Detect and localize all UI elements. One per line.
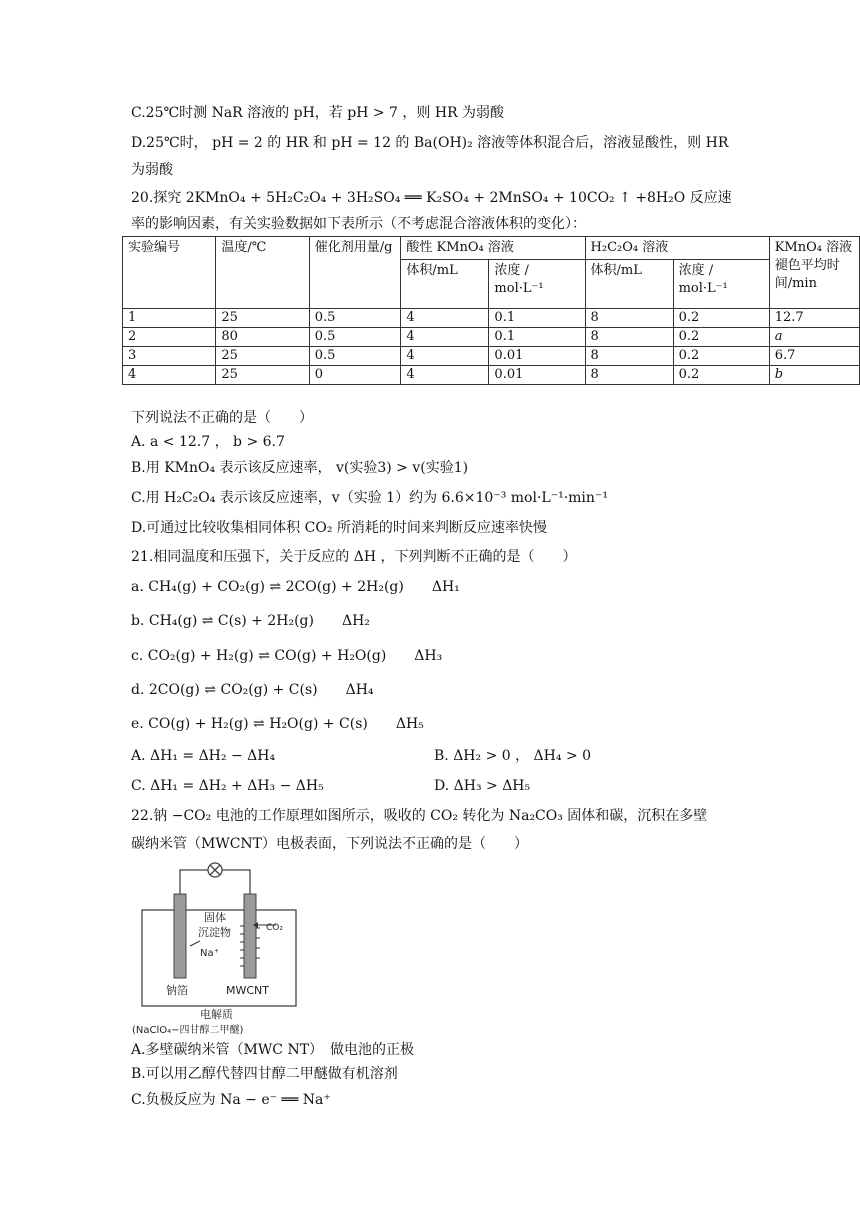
header-fade-time: KMnO₄ 溶液褪色平均时间/min — [769, 237, 859, 309]
cell: 4 — [401, 366, 489, 385]
sodium-foil-electrode — [174, 894, 186, 978]
na-arrow — [190, 941, 200, 946]
cell: 0.2 — [673, 328, 769, 347]
label-sodium-foil: 钠箔 — [166, 984, 188, 997]
question-21-option-a: A. ΔH₁ = ΔH₂ − ΔH₄ — [131, 748, 276, 764]
question-20-option-a: A. a < 12.7 ， b > 6.7 — [131, 434, 285, 450]
table-row — [123, 366, 860, 385]
header-experiment-no: 实验编号 — [123, 237, 216, 309]
question-22-stem-2: 碳纳米管（MWCNT）电极表面，下列说法不正确的是（ ） — [131, 836, 529, 852]
option-c-line: C.25℃时测 NaR 溶液的 pH，若 pH > 7 ，则 HR 为弱酸 — [131, 105, 505, 121]
cell: 8 — [585, 366, 673, 385]
label-co2: CO₂ — [266, 923, 283, 933]
table-row — [123, 328, 860, 347]
option-d-line: D.25℃时， pH = 2 的 HR 和 pH = 12 的 Ba(OH)₂ 溶液等体积混合后，溶液显酸性，则 HR — [131, 135, 729, 151]
cell: 4 — [123, 366, 216, 385]
question-22-option-a: A.多壁碳纳米管（MWC NT） 做电池的正极 — [131, 1042, 415, 1058]
cell: 8 — [585, 309, 673, 328]
question-22-stem: 22.钠 −CO₂ 电池的工作原理如图所示，吸收的 CO₂ 转化为 Na₂CO₃ 固体和碳，沉积在多壁 — [131, 808, 708, 824]
reaction-c: c. CO₂(g) + H₂(g) ⇌ CO(g) + H₂O(g) ΔH₃ — [131, 648, 443, 664]
cell: 6.7 — [769, 347, 859, 366]
header-h2c2o4-concentration: 浓度 / mol·L⁻¹ — [673, 260, 769, 309]
question-20-prompt: 下列说法不正确的是（ ） — [131, 410, 313, 426]
cell: 0.1 — [489, 309, 585, 328]
question-22-option-b: B.可以用乙醇代替四甘醇二甲醚做有机溶剂 — [131, 1066, 398, 1082]
option-d-continuation: 为弱酸 — [131, 162, 173, 178]
header-h2c2o4: H₂C₂O₄ 溶液 — [585, 237, 769, 260]
question-21-option-b: B. ΔH₂ > 0 ， ΔH₄ > 0 — [434, 748, 592, 764]
cell: 2 — [123, 328, 216, 347]
header-catalyst: 催化剂用量/g — [309, 237, 401, 309]
header-h2c2o4-volume: 体积/mL — [585, 260, 673, 309]
question-21-stem: 21.相同温度和压强下，关于反应的 ΔH ，下列判断不正确的是（ ） — [131, 549, 577, 565]
cell: 4 — [401, 347, 489, 366]
cell: 0.1 — [489, 328, 585, 347]
reaction-d: d. 2CO(g) ⇌ CO₂(g) + C(s) ΔH₄ — [131, 682, 374, 698]
label-solid: 固体 — [204, 911, 226, 924]
mwcnt-electrode — [244, 894, 256, 978]
cell: 12.7 — [769, 309, 859, 328]
header-temperature: 温度/℃ — [216, 237, 309, 309]
label-electrolyte-composition: (NaClO₄−四甘醇二甲醚) — [132, 1025, 244, 1036]
cell: 0.01 — [489, 347, 585, 366]
label-electrolyte: 电解质 — [200, 1008, 233, 1021]
cell: a — [769, 328, 859, 347]
question-21-option-c: C. ΔH₁ = ΔH₂ + ΔH₃ − ΔH₅ — [131, 778, 324, 794]
cell: 0 — [309, 366, 401, 385]
cell: 25 — [216, 309, 309, 328]
table-row — [123, 347, 860, 366]
label-precipitate: 沉淀物 — [198, 926, 231, 939]
header-kmno4: 酸性 KMnO₄ 溶液 — [401, 237, 585, 260]
header-kmno4-volume: 体积/mL — [401, 260, 489, 309]
cell: 25 — [216, 347, 309, 366]
header-kmno4-concentration: 浓度 / mol·L⁻¹ — [489, 260, 585, 309]
cell: 0.2 — [673, 347, 769, 366]
cell: 0.2 — [673, 309, 769, 328]
question-20-option-c: C.用 H₂C₂O₄ 表示该反应速率，v（实验 1）约为 6.6×10⁻³ mol·L⁻¹·min⁻¹ — [131, 490, 608, 506]
cell: 3 — [123, 347, 216, 366]
cell: 25 — [216, 366, 309, 385]
question-20-option-d: D.可通过比较收集相同体积 CO₂ 所消耗的时间来判断反应速率快慢 — [131, 520, 547, 536]
cell: 80 — [216, 328, 309, 347]
cell: b — [769, 366, 859, 385]
question-22-option-c: C.负极反应为 Na − e⁻ ══ Na⁺ — [131, 1092, 331, 1108]
cell: 4 — [401, 328, 489, 347]
cell: 0.2 — [673, 366, 769, 385]
question-20-stem-2: 率的影响因素，有关实验数据如下表所示（不考虑混合溶液体积的变化）： — [131, 216, 586, 232]
question-20-stem: 20.探究 2KMnO₄ + 5H₂C₂O₄ + 3H₂SO₄ ══ K₂SO₄ + 2MnSO₄ + 10CO₂ ↑ +8H₂O 反应速 — [131, 190, 732, 206]
cell: 0.01 — [489, 366, 585, 385]
question-21-option-d: D. ΔH₃ > ΔH₅ — [434, 778, 531, 794]
cell: 8 — [585, 328, 673, 347]
cell: 0.5 — [309, 347, 401, 366]
cell: 0.5 — [309, 309, 401, 328]
label-na-ion: Na⁺ — [200, 948, 219, 959]
battery-diagram — [128, 858, 308, 1038]
label-mwcnt: MWCNT — [226, 984, 269, 997]
reaction-a: a. CH₄(g) + CO₂(g) ⇌ 2CO(g) + 2H₂(g) ΔH₁ — [131, 579, 460, 595]
cell: 4 — [401, 309, 489, 328]
experiment-table — [122, 236, 860, 385]
cell: 1 — [123, 309, 216, 328]
cell: 0.5 — [309, 328, 401, 347]
cell: 8 — [585, 347, 673, 366]
question-20-option-b: B.用 KMnO₄ 表示该反应速率， v(实验3) > v(实验1) — [131, 460, 469, 476]
reaction-e: e. CO(g) + H₂(g) ⇌ H₂O(g) + C(s) ΔH₅ — [131, 716, 424, 732]
reaction-b: b. CH₄(g) ⇌ C(s) + 2H₂(g) ΔH₂ — [131, 613, 370, 629]
table-row — [123, 309, 860, 328]
